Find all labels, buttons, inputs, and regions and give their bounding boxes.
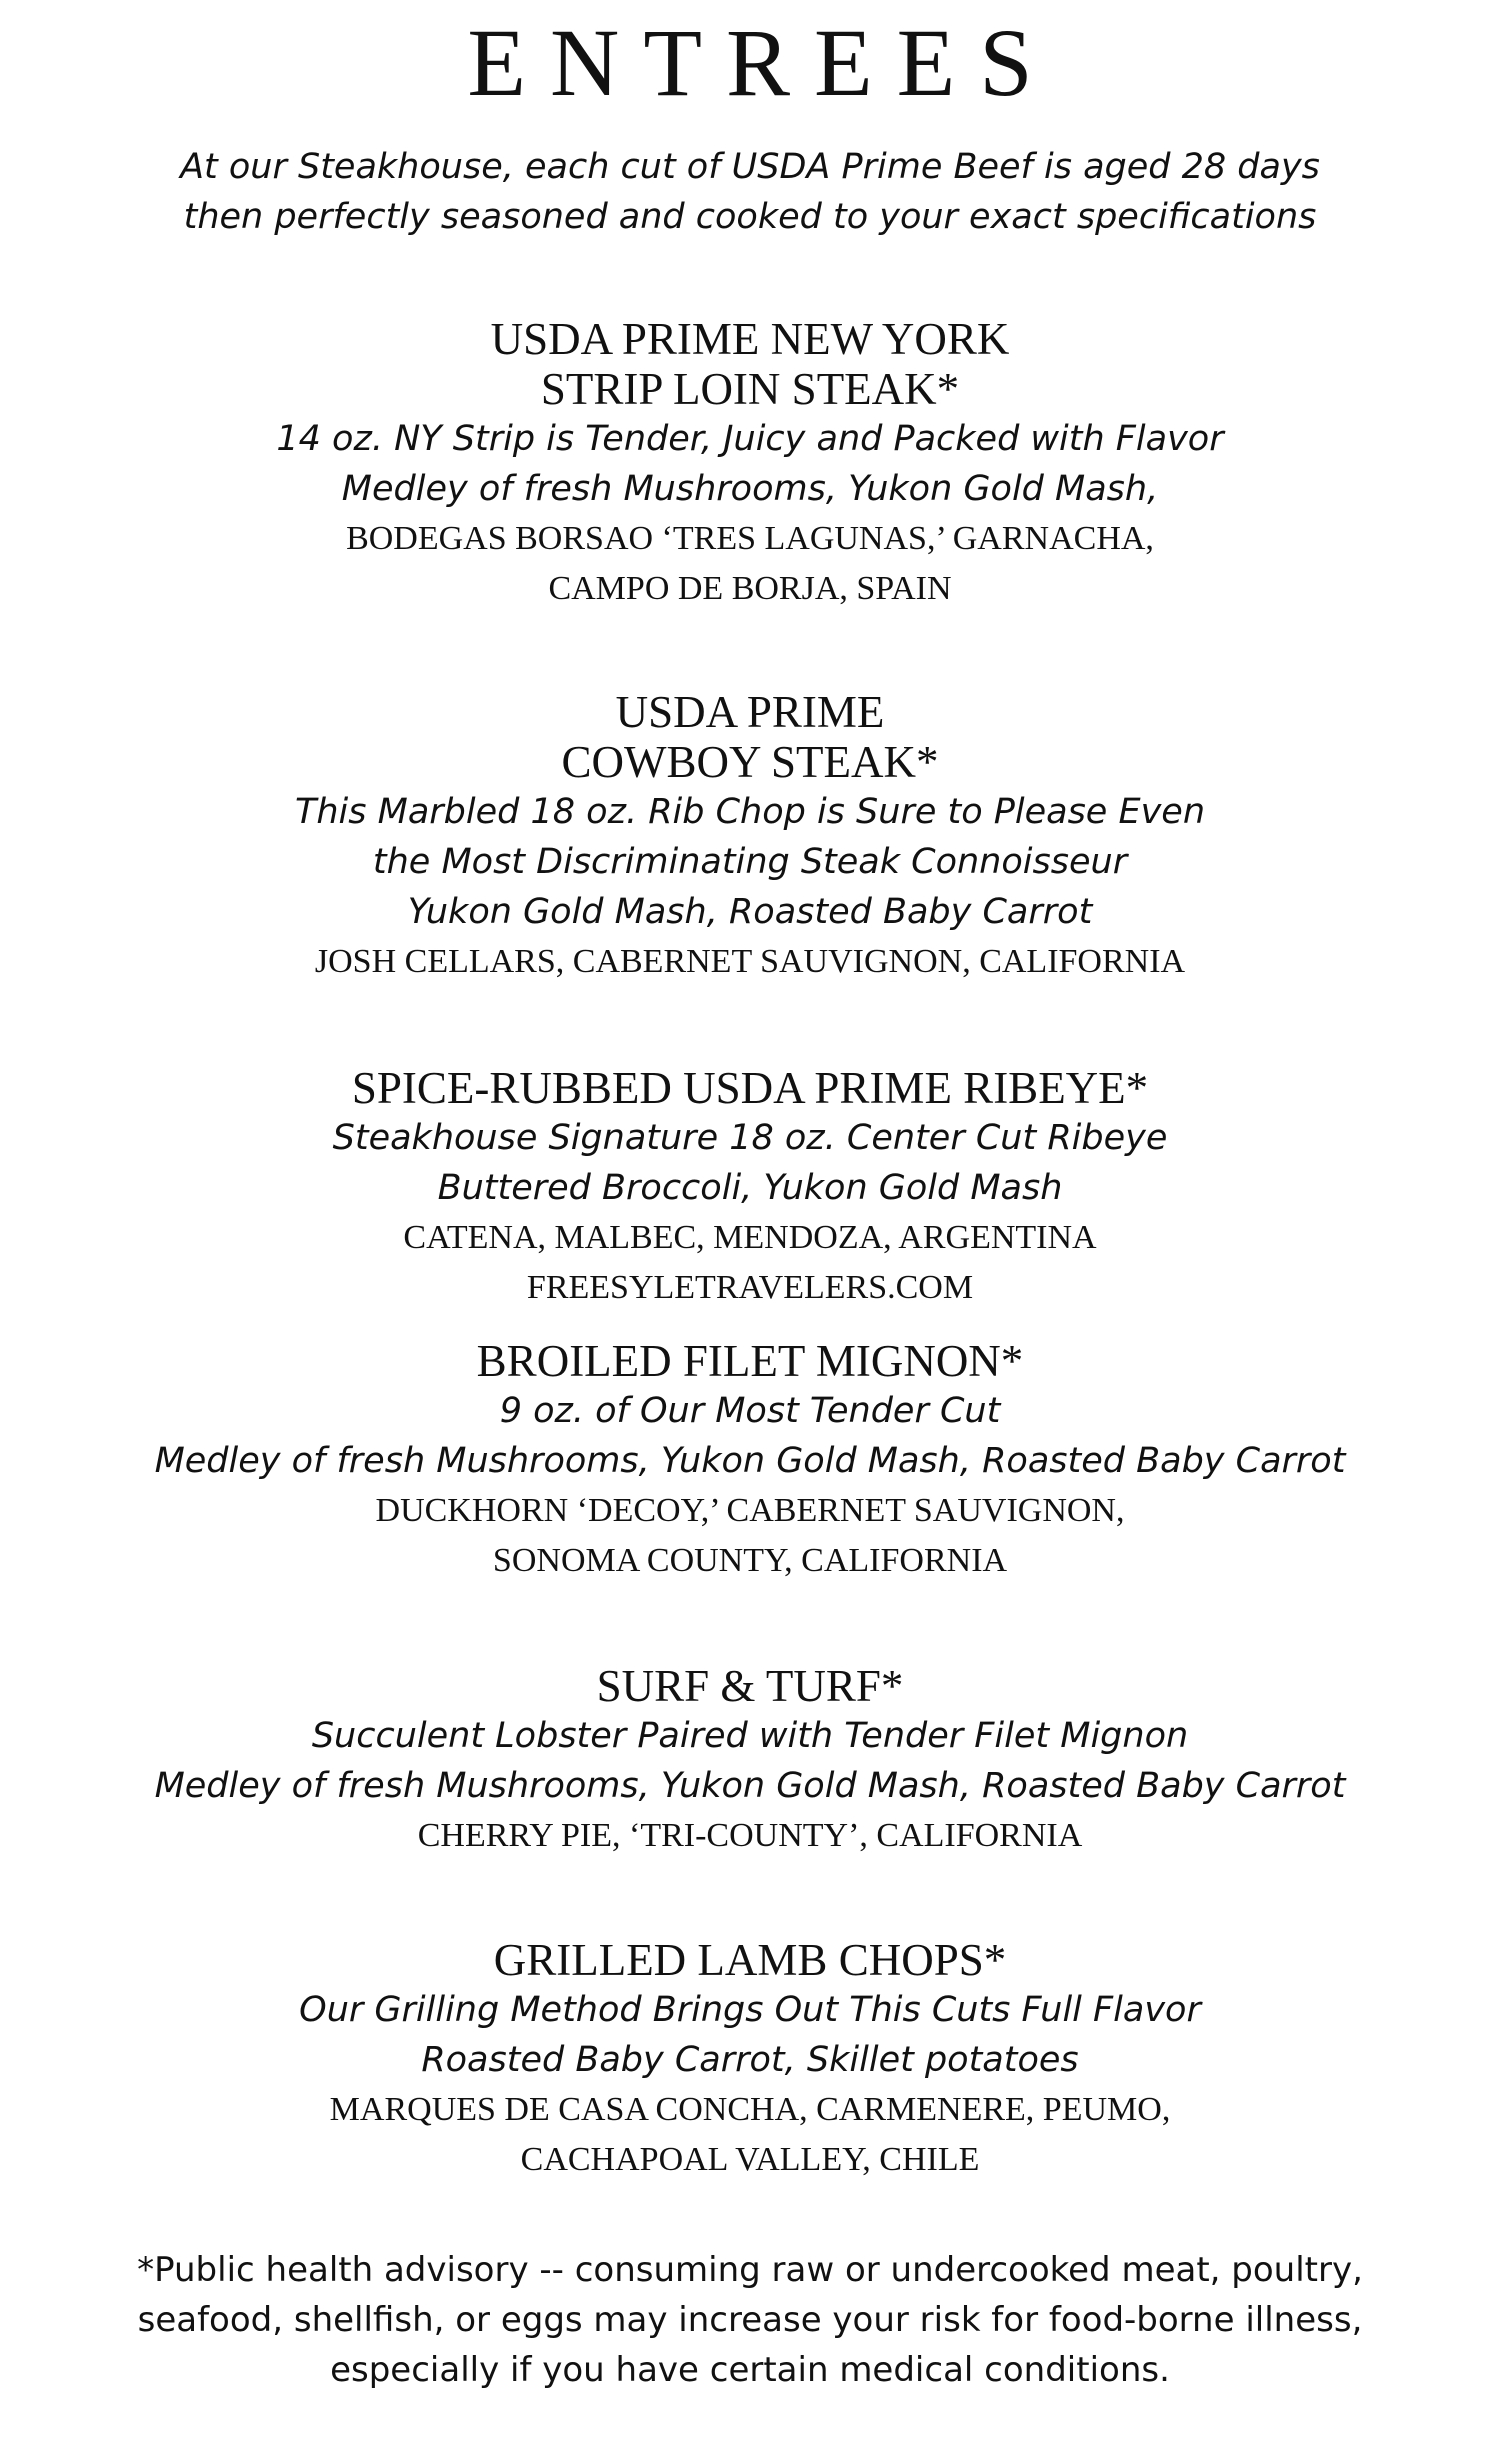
item-description: Yukon Gold Mash, Roasted Baby Carrot (407, 892, 1093, 932)
item-description: This Marbled 18 oz. Rib Chop is Sure to Please Even (295, 792, 1205, 832)
item-wine-pairing: CAMPO DE BORJA, SPAIN (548, 570, 952, 607)
menu-item-ribeye (0, 1063, 1500, 1313)
item-wine-pairing: BODEGAS BORSAO ‘TRES LAGUNAS,’ GARNACHA, (346, 520, 1154, 557)
item-wine-pairing: CATENA, MALBEC, MENDOZA, ARGENTINA (403, 1219, 1097, 1256)
menu-item-lamb-chops (0, 1935, 1500, 2185)
item-description: 14 oz. NY Strip is Tender, Juicy and Packed with Flavor (276, 419, 1224, 459)
advisory-line: seafood, shellfish, or eggs may increase your risk for food-borne illness, (137, 2300, 1363, 2340)
item-name: SPICE-RUBBED USDA PRIME RIBEYE* (351, 1063, 1149, 1113)
health-advisory (0, 2245, 1500, 2395)
page-title: ENTREES (467, 9, 1057, 116)
item-description: the Most Discriminating Steak Connoisseur (372, 842, 1128, 882)
intro-text (0, 142, 1500, 242)
item-description: Steakhouse Signature 18 oz. Center Cut Ribeye (332, 1118, 1168, 1158)
item-wine-pairing: CHERRY PIE, ‘TRI-COUNTY’, CALIFORNIA (417, 1817, 1083, 1854)
intro-line: At our Steakhouse, each cut of USDA Prime Beef is aged 28 days (180, 147, 1320, 187)
advisory-line: especially if you have certain medical conditions. (330, 2350, 1170, 2390)
item-description: Medley of fresh Mushrooms, Yukon Gold Mash, (341, 469, 1159, 509)
menu-item-cowboy-steak (0, 687, 1500, 987)
item-description: Medley of fresh Mushrooms, Yukon Gold Mash, Roasted Baby Carrot (154, 1441, 1346, 1481)
item-description: Succulent Lobster Paired with Tender Filet Mignon (311, 1716, 1189, 1756)
item-description: Buttered Broccoli, Yukon Gold Mash (437, 1168, 1063, 1208)
item-name: GRILLED LAMB CHOPS* (493, 1935, 1007, 1985)
advisory-line: *Public health advisory -- consuming raw or undercooked meat, poultry, (137, 2250, 1363, 2290)
item-name: COWBOY STEAK* (561, 737, 939, 787)
item-name: BROILED FILET MIGNON* (476, 1336, 1024, 1386)
item-description: Roasted Baby Carrot, Skillet potatoes (421, 2040, 1079, 2080)
item-wine-pairing: CACHAPOAL VALLEY, CHILE (520, 2141, 980, 2178)
item-name: STRIP LOIN STEAK* (540, 364, 960, 414)
item-name: USDA PRIME NEW YORK (490, 314, 1010, 364)
item-name: SURF & TURF* (596, 1661, 904, 1711)
item-wine-pairing: DUCKHORN ‘DECOY,’ CABERNET SAUVIGNON, (375, 1492, 1125, 1529)
menu-item-surf-and-turf (0, 1661, 1500, 1861)
item-wine-pairing: MARQUES DE CASA CONCHA, CARMENERE, PEUMO, (329, 2091, 1171, 2128)
intro-line: then perfectly seasoned and cooked to your exact specifications (183, 197, 1317, 237)
menu-item-ny-strip (0, 314, 1500, 614)
item-description: Medley of fresh Mushrooms, Yukon Gold Mash, Roasted Baby Carrot (154, 1766, 1346, 1806)
item-description: 9 oz. of Our Most Tender Cut (499, 1391, 1001, 1431)
item-wine-pairing: FREESYLETRAVELERS.COM (526, 1269, 974, 1306)
item-description: Our Grilling Method Brings Out This Cuts Full Flavor (299, 1990, 1201, 2030)
menu-item-filet-mignon (0, 1336, 1500, 1586)
item-wine-pairing: JOSH CELLARS, CABERNET SAUVIGNON, CALIFORNIA (314, 943, 1186, 980)
item-wine-pairing: SONOMA COUNTY, CALIFORNIA (492, 1542, 1008, 1579)
item-name: USDA PRIME (615, 687, 885, 737)
